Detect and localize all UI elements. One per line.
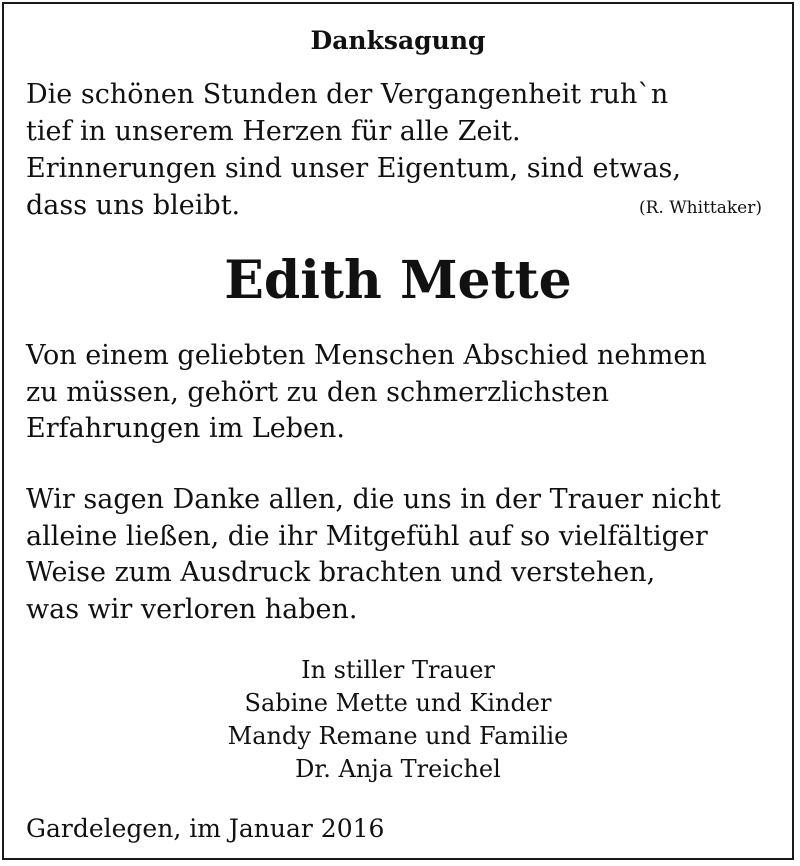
signature-line: Sabine Mette und Kinder <box>244 689 552 717</box>
poem-line: tief in unserem Herzen für alle Zeit. <box>26 116 521 147</box>
signature-line: Mandy Remane und Familie <box>227 722 569 750</box>
paragraph-line: Von einem geliebten Menschen Abschied nehmen <box>26 340 707 371</box>
obituary-notice <box>2 2 794 860</box>
poem-line: dass uns bleibt. <box>26 190 241 221</box>
deceased-name: Edith Mette <box>224 250 572 311</box>
place-date: Gardelegen, im Januar 2016 <box>26 814 385 843</box>
signature-line: Dr. Anja Treichel <box>295 755 501 783</box>
notice-heading: Danksagung <box>310 26 486 55</box>
signature-line: In stiller Trauer <box>301 656 495 684</box>
poem-line: Erinnerungen sind unser Eigentum, sind etwas, <box>26 153 682 184</box>
paragraph-line: alleine ließen, die ihr Mitgefühl auf so vielfältiger <box>26 520 708 552</box>
paragraph-line: Weise zum Ausdruck brachten und verstehen, <box>26 557 656 588</box>
paragraph-line: Erfahrungen im Leben. <box>26 413 345 444</box>
poem-line: Die schönen Stunden der Vergangenheit ruh`n <box>26 79 669 110</box>
paragraph-farewell <box>26 338 776 448</box>
paragraph-line: zu müssen, gehört zu den schmerzlichsten <box>26 376 610 408</box>
poem-author: (R. Whittaker) <box>638 198 762 218</box>
paragraph-thanks <box>26 482 776 628</box>
mourners-signature <box>4 654 792 786</box>
paragraph-line: Wir sagen Danke allen, die uns in der Trauer nicht <box>26 484 721 515</box>
paragraph-line: was wir verloren haben. <box>26 593 358 625</box>
